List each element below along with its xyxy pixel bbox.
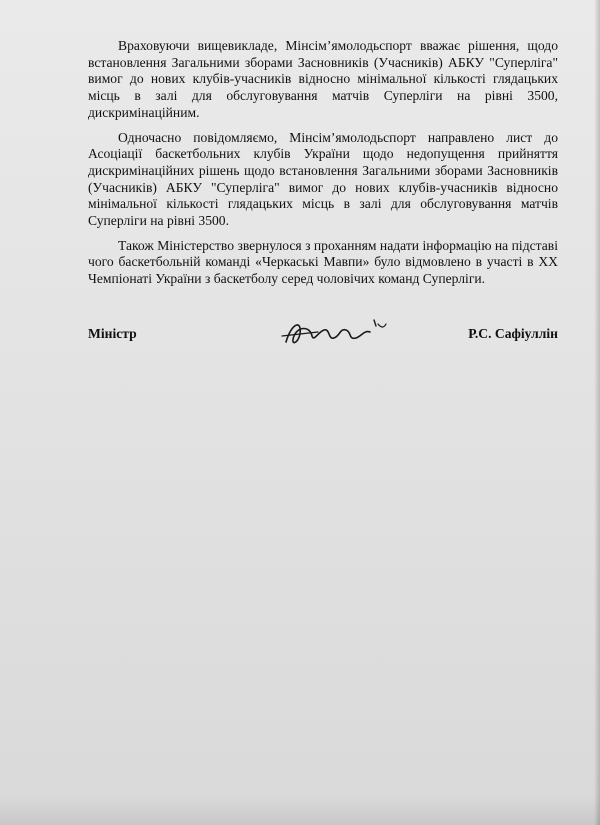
scan-shadow-right xyxy=(594,0,600,825)
signatory-title: Міністр xyxy=(88,326,137,341)
paragraph-information-request: Також Міністерство звернулося з проханням надати інформацію на підставі чого баскетбольній команді «Черкаські Мавпи» було відмовлено в участі в ХХ Чемпіонаті України з баскетболу серед чоловічих команд Суперліги. xyxy=(88,237,558,287)
signature-block xyxy=(88,312,558,352)
handwritten-signature xyxy=(278,312,388,352)
paragraph-letter-sent: Одночасно повідомляємо, Мінсім’ямолодьспорт направлено лист до Асоціації баскетбольних клубів України щодо недопущення прийняття дискримінаційних рішень щодо встановлення Загальними зборами Засновників (Учасників) АБКУ "Суперліга" вимог до нових клубів-учасників відносно мінімальної кількості глядацьких місць в залі для обслуговування матчів Суперліги на рівні 3500. xyxy=(88,129,558,229)
paragraph-conclusion: Враховуючи вищевикладе, Мінсім’ямолодьспорт вважає рішення, щодо встановлення Загальними зборами Засновників (Учасників) АБКУ "Суперліга" вимог до нових клубів-учасників відносно мінімальної кількості глядацьких місць в залі для обслуговування матчів Суперліги на рівні 3500, дискримінаційним. xyxy=(88,38,558,120)
signatory-name: Р.С. Сафіуллін xyxy=(468,326,558,341)
document-body xyxy=(88,38,558,296)
scan-shadow-bottom xyxy=(0,795,600,825)
